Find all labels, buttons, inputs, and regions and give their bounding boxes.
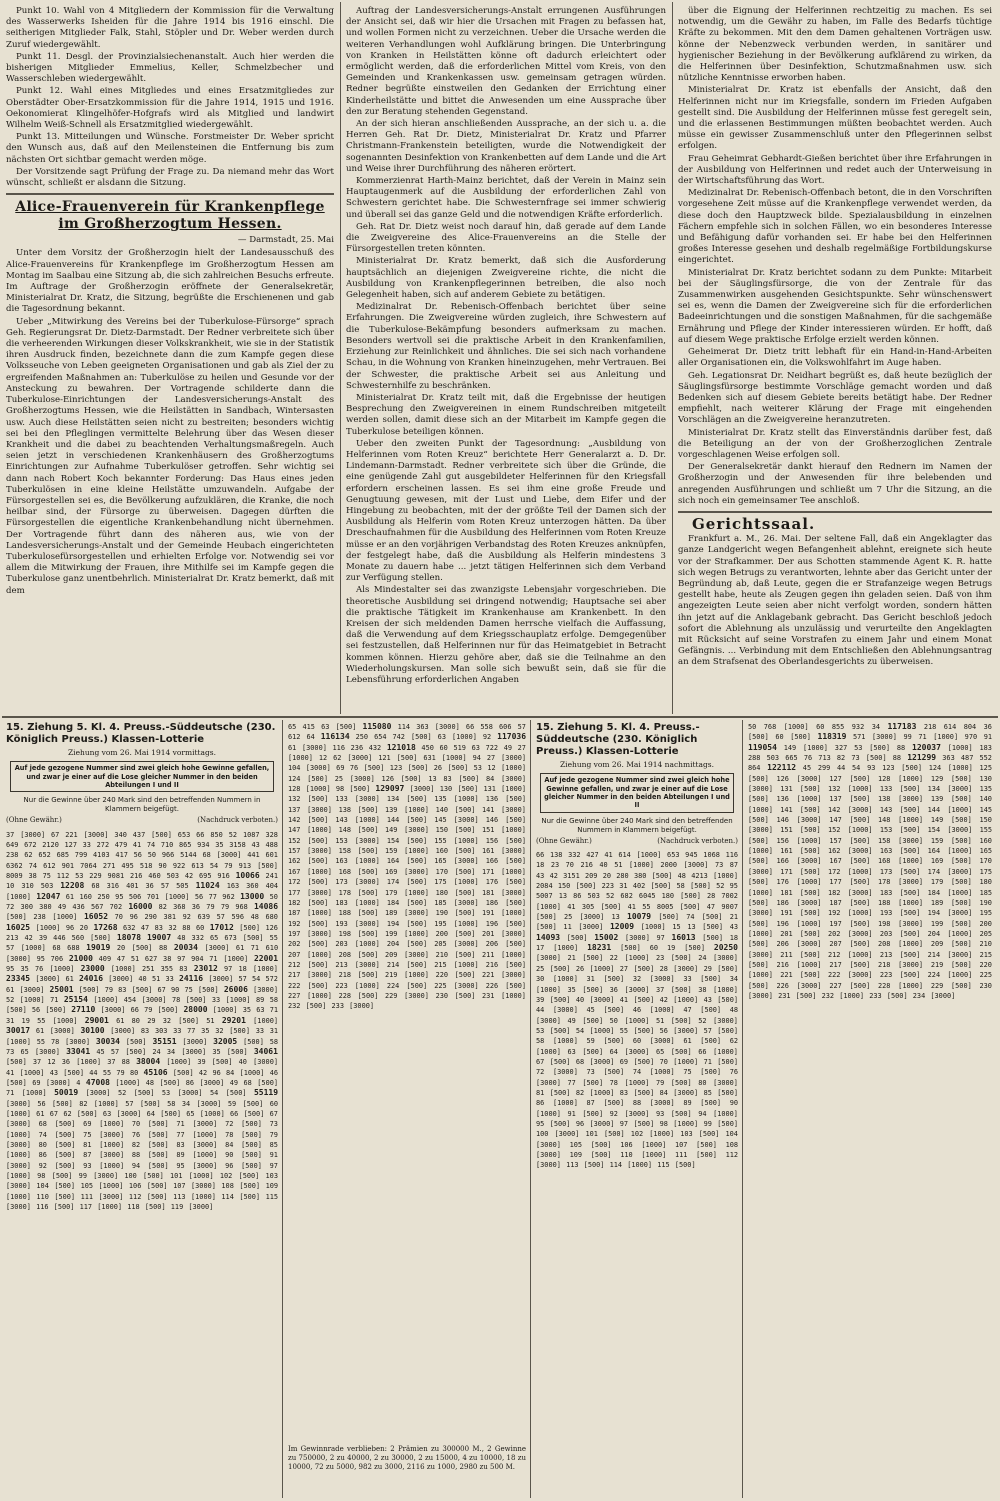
article-paragraph: Medizinalrat Dr. Rebenisch-Offenbach berichtet über seine Erfahrungen. Die Zweigvereine würden zugleich, ihre Schwestern auf die Tuberkulose-Bekämpfung besonders aufmerksam zu machen. Besonders wertvoll sei die praktische Arbeit in den Krankenfamilien, Erziehung zur Reinlichkeit und ähnliches. Die sei sich nach vorhandene Schau, in die Wohnung von Kranken hineinzugehen, mehr Vertrauen. Bei der Schwester, die praktische Arbeit sei aus Anleitung und Schwesternhilfe zu beschränken. (346, 302, 666, 391)
dateline: — Darmstadt, 25. Mai (237, 235, 334, 246)
lottery-note: Nur die Gewinne über 240 Mark sind den betreffenden Nummern in Klammern beigefügt. (541, 816, 733, 834)
article-divider (678, 511, 992, 513)
article-paragraph: Frau Geheimrat Gebhardt-Gießen berichtet über ihre Erfahrungen in der Ausbildung von Helferinnen und redet auch der Unterweisung in der Wirtschaftsführung das Wort. (678, 153, 992, 187)
lottery-title: 15. Ziehung 5. Kl. 4. Preuss.-Süddeutsche (230. Königlich Preuss.) Klassen-Lotterie (536, 722, 700, 757)
lottery-note: Nur die Gewinne über 240 Mark sind den betreffenden Nummern in Klammern beigefügt. (23, 796, 261, 814)
article-paragraph: Geh. Legationsrat Dr. Neidhart begrüßt es, daß heute bezüglich der Säuglingsfürsorge bestimmte Vorschläge gemacht worden und daß Bedenken sich auf diesem Gebiete bereits betätigt habe. Der Redner empfiehlt, nach weiterer Klärung der Frage mit eingehenden Vorschlägen an die Zweigvereine heranzutreten. (678, 370, 992, 426)
lottery-notice-box: Auf jede gezogene Nummer sind zwei gleich hohe Gewinne gefallen, und zwar je einer auf die Lose gleicher Nummer in den beiden Abteilungen I und II (10, 761, 274, 792)
article-paragraph: Punkt 11. Desgl. der Provinzialsiechenanstalt. Auch hier werden die bisherigen Mitglieder Emmelius, Keller, Schmelzbecher und Wasserschleben wiedergewählt. (6, 51, 334, 85)
remaining-prizes: Im Gewinnrade verblieben: 2 Prämien zu 300000 M., 2 Gewinne zu 750000, 2 zu 40000, 2 zu 30000, 2 zu 15000, 4 zu 10000, 18 zu 10000, 72 zu 5000, 982 zu 3000, 2116 zu 1000, 2980 zu 500 M. (288, 1445, 526, 1471)
lottery-attribution (6, 815, 278, 826)
winning-numbers: 50 768 [1000] 60 855 932 34 117183 218 614 804 36 [500] 60 [500] 118319 571 [3000] 99 71 [1000] 970 91 119054 149 [1000] 327 53 [500] 88 120037 [1000] 183 288 503 665 76 713 82 73 [500] 88 121299 363 487 552 864 122112 45 299 44 54 93 123 [500] 124 [1000] 125 [500] 126 [3000] 127 [500] 128 [1000] 129 [500] 130 [3000] 131 [500] 132 [1000] 133 [500] 134 [3000] 135 [500] 136 [1000] 137 [500] 138 [3000] 139 [500] 140 [1000] 141 [500] 142 [3000] 143 [500] 144 [1000] 145 [500] 146 [3000] 147 [500] 148 [1000] 149 [500] 150 [3000] 151 [500] 152 [1000] 153 [500] 154 [3000] 155 [500] 156 [1000] 157 [500] 158 [3000] 159 [500] 160 [1000] 161 [500] 162 [3000] 163 [500] 164 [1000] 165 [500] 166 [3000] 167 [500] 168 [1000] 169 [500] 170 [3000] 171 [500] 172 [1000] 173 [500] 174 [3000] 175 [500] 176 [1000] 177 [500] 178 [3000] 179 [500] 180 [1000] 181 [500] 182 [3000] 183 [500] 184 [1000] 185 [500] 186 [3000] 187 [500] 188 [1000] 189 [500] 190 [3000] 191 [500] 192 [1000] 193 [500] 194 [3000] 195 [500] 196 [1000] 197 [500] 198 [3000] 199 [500] 200 [1000] 201 [500] 202 [3000] 203 [500] 204 [1000] 205 [500] 206 [3000] 207 [500] 208 [1000] 209 [500] 210 [3000] 211 [500] 212 [1000] 213 [500] 214 [3000] 215 [500] 216 [1000] 217 [500] 218 [3000] 219 [500] 220 [1000] 221 [500] 222 [3000] 223 [500] 224 [1000] 225 [500] 226 [3000] 227 [500] 228 [1000] 229 [500] 230 [3000] 231 [500] 232 [1000] 233 [500] 234 [3000] (748, 722, 992, 1000)
article-paragraph: Punkt 13. Mitteilungen und Wünsche. Forstmeister Dr. Weber spricht den Wunsch aus, daß auf den Meilensteinen die Entfernung bis zum nächsten Ort sichtbar gemacht werden möge. (6, 132, 334, 165)
article-headline: Alice-Frauenverein für Krankenpflege im Großherzogtum Hessen. (15, 199, 325, 233)
article-paragraph: Geheimerat Dr. Dietz tritt lebhaft für ein Hand-in-Hand-Arbeiten aller Organisationen ein, die Volkswohlfahrt im Auge haben. (678, 347, 992, 369)
article-paragraph: Ministerialrat Dr. Kratz ist ebenfalls der Ansicht, daß den Helferinnen nicht nur im Kriegsfalle, sondern im Frieden Aufgaben gestellt sind. Die Ausbildung der Helferinnen müsse fest geregelt sein, und die erlassenen Bestimmungen müßten beobachtet werden. Auch müsse ein gewisser Zusammenschluß unter den Pflegerinnen selbst erfolgen. (678, 85, 992, 152)
column-rule (530, 720, 531, 1498)
winning-numbers: 37 [3000] 67 221 [3000] 340 437 [500] 653 66 850 52 1087 328 649 672 2120 127 33 272 479 41 74 710 865 934 35 3158 43 488 238 62 652 685 799 4103 417 56 50 966 5144 68 [3000] 441 601 6362 74 612 901 7064 271 495 518 90 922 613 54 79 913 [500] 8009 38 75 112 53 229 9081 216 460 503 42 695 916 10066 241 10 310 503 12208 68 316 401 36 57 505 11024 163 360 404 [1000] 12047 61 160 250 95 506 701 [1000] 56 77 962 13000 50 72 300 380 49 436 567 702 16000 82 368 36 79 79 968 14086 [500] 238 [1000] 16052 70 96 290 381 92 639 57 596 48 680 16025 [1000] 96 20 17268 632 47 83 32 88 60 17012 [500] 126 213 42 39 446 560 [500] 18078 19007 48 332 65 673 [500] 55 57 [1000] 68 688 19019 20 [500] 88 20034 [3000] 61 71 610 [3000] 95 706 21000 409 47 51 627 38 97 904 71 [1000] 22001 95 35 76 [1000] 23000 [1000] 251 355 83 23012 97 18 [1000] 23345 [3000] 61 24016 [3000] 40 51 33 24116 [3000] 57 54 572 61 [3000] 25001 [500] 79 83 [500] 67 90 75 [500] 26006 [3000] 52 [1000] 71 25154 [1000] 454 [3000] 78 [500] 33 [1000] 89 58 [500] 56 [500] 27110 [3000] 66 79 [500] 28000 [1000] 35 63 71 31 19 55 [1000] 29001 61 80 29 32 [500] 51 29201 [1000] 30017 61 [3000] 30100 [3000] 83 303 33 77 35 32 [500] 33 31 [1000] 55 78 [3000] 30034 [500] 35151 [3000] 32005 [500] 58 73 65 [3000] 33041 45 57 [500] 24 34 [3000] 35 [500] 34061 [500] 37 12 36 [1000] 37 88 38004 [1000] 39 [500] 40 [3000] 41 [1000] 43 [500] 44 55 79 80 45106 [500] 42 96 84 [1000] 46 [500] 69 [3000] 4 47008 [1000] 48 [500] 86 [3000] 49 68 [500] 71 [1000] 50019 [3000] 52 [500] 53 [3000] 54 [500] 55119 [3000] 56 [500] 82 [1000] 57 [500] 58 34 [3000] 59 [500] 60 [1000] 61 67 62 [500] 63 [3000] 64 [500] 65 [1000] 66 [500] 67 [3000] 68 [500] 69 [1000] 70 [500] 71 [3000] 72 [500] 73 [1000] 74 [500] 75 [3000] 76 [500] 77 [1000] 78 [500] 79 [3000] 80 [500] 81 [1000] 82 [500] 83 [3000] 84 [500] 85 [1000] 86 [500] 87 [3000] 88 [500] 89 [1000] 90 [500] 91 [3000] 92 [500] 93 [1000] 94 [500] 95 [3000] 96 [500] 97 [1000] 98 [500] 99 [3000] 100 [500] 101 [1000] 102 [500] 103 [3000] 104 [500] 105 [1000] 106 [500] 107 [3000] 108 [500] 109 [1000] 110 [500] 111 [3000] 112 [500] 113 [1000] 114 [500] 115 [3000] 116 [500] 117 [1000] 118 [500] 119 [3000] (6, 830, 278, 1211)
article-paragraph: Medizinalrat Dr. Rebenisch-Offenbach betont, die in den Vorschriften vorgesehene Zeit müsse auf die Krankenpflege verwendet werden, da diese doch den Hauptzweck bilde. Spezialausbildung in einzelnen Fächern empfehle sich in solchen Fällen, wo ein besonderes Interesse und Befähigung dafür vorhanden sei. Er habe bei den Helferinnen großes Interesse gesehen und deshalb regelmäßige Fortbildungskurse eingerichtet. (678, 188, 992, 266)
article-paragraph: Frankfurt a. M., 26. Mai. Der seltene Fall, daß ein Angeklagter das ganze Landgericht wegen Befangenheit ablehnt, ereignete sich heute vor der Strafkammer. Der aus Schotten stammende Agent K. R. hatte sich wegen Betrugs zu verantworten, lehnte aber das Gericht unter der Begründung ab, daß Leute, gegen die er Strafanzeige wegen Betrugs gestellt habe, heute als Zeugen gegen ihn geladen seien. Daß von ihm angezeigten Leute seien aber nicht verfolgt worden, sondern hätten ihn jetzt auf die Anklagebank gebracht. Das Gericht beschloß jedoch sofort die Ablehnung als unzulässig und verurteilte den Angeklagten mit Rücksicht auf seine Vorstrafen zu einem Jahr und einem Monat Gefängnis. ... Verbindung mit dem Entschließen den Ablehnungsantrag an dem Strafsenat des Oberlandesgerichts zu überweisen. (678, 534, 992, 668)
article-paragraph: An der sich hieran anschließenden Aussprache, an der sich u. a. die Herren Geh. Rat Dr. Dietz, Ministerialrat Dr. Kratz und Pfarrer Christmann-Frankenstein beteiligten, wurde die Notwendigkeit der sogenannten Desinfektion von Krankenbetten auf dem Lande und die Art und Weise ihrer Durchführung des näheren erörtert. (346, 119, 666, 174)
column-rule (340, 2, 341, 714)
no-guarantee-label: (Ohne Gewähr.) (536, 836, 592, 845)
article-paragraph: Der Generalsekretär dankt hierauf den Rednern im Namen der Großherzogin und der Anwesenden für ihre belebenden und anregenden Ausführungen und schließt um 7 Uhr die Sitzung, an die sich noch ein gemeinsamer Tee anschloß. (678, 462, 992, 506)
lottery-list-afternoon-continued (748, 722, 992, 1496)
lottery-subtitle: Ziehung vom 26. Mai 1914 nachmittags. (559, 760, 715, 769)
lottery-subtitle: Ziehung vom 26. Mai 1914 vormittags. (67, 748, 217, 757)
column-rule (672, 2, 673, 714)
reprint-notice: (Nachdruck verboten.) (657, 836, 738, 845)
lottery-list-morning (6, 722, 278, 1496)
section-heading: Gerichtssaal. (692, 514, 816, 533)
section-rule (2, 716, 998, 718)
article-paragraph: Als Mindestalter sei das zwanzigste Lebensjahr vorgeschrieben. Die theoretische Ausbildung sei dringend notwendig; Hauptsache sei aber die praktische Tätigkeit im Krankenhause am Krankenbett. In den Kreisen der sich meldenden Damen herrsche vielfach die Auffassung, daß die Verwendung auf dem Kriegsschauplatz erfolge. Demgegenüber sei festzustellen, daß Helferinnen nur für das Heimatgebiet in Betracht kommen können. Hierzu gehöre aber, daß sie die Teilnahme an den Wiederholungskursen. Man solle sich bewußt sein, daß sie für die Lebensführung erforderlichen Angaben (346, 585, 666, 685)
article-paragraph: Punkt 10. Wahl von 4 Mitgliedern der Kommission für die Verwaltung des Wasserwerks Isheiden für die Jahre 1914 bis 1916 einschl. Die seitherigen Mitglieder Falk, Stahl, Stöpler und Dr. Weber werden durch Zuruf wiedergewählt. (6, 6, 334, 50)
column-rule (282, 720, 283, 1498)
lottery-notice-box: Auf jede gezogene Nummer sind zwei gleich hohe Gewinne gefallen, und zwar je einer auf die Lose gleicher Nummer in den beiden Abteilungen I und II (540, 773, 734, 813)
article-paragraph: Kommerzienrat Harth-Mainz berichtet, daß der Verein in Mainz sein Hauptaugenmerk auf die Ausbildung der erforderlichen Zahl von Schwestern gerichtet habe. Die Schwesternfrage sei immer schwierig und überall sei das ganze Geld und die notwendigen Kräfte erforderlich. (346, 176, 666, 220)
article-paragraph: Ministerialrat Dr. Kratz teilt mit, daß die Ergebnisse der heutigen Besprechung den Zweigvereinen in einem Rundschreiben mitgeteilt werden sollen, damit diese sich an der Mitarbeit im Kampfe gegen die Tuberkulose beteiligen können. (346, 392, 666, 437)
column-2 (346, 6, 666, 714)
article-paragraph: Ministerialrat Dr. Kratz berichtet sodann zu dem Punkte: Mitarbeit bei der Säuglingsfürsorge, die von der Zentrale für das Zusammenwirken ausgehenden Gesichtspunkte. Sehr wünschenswert sei es, wenn die Damen der Zweigvereine sich für die erforderlichen Badeeinrichtungen und die sonstigen Maßnahmen, für die sachgemäße Ernährung und Pflege der Kinder interessieren würden. Er hofft, daß auf diesem Wege praktische Erfolge erzielt werden können. (678, 267, 992, 345)
lottery-title: 15. Ziehung 5. Kl. 4. Preuss.-Süddeutsche (230. Königlich Preuss.) Klassen-Lotterie (6, 722, 276, 745)
lottery-attribution (536, 836, 738, 847)
column-rule (742, 720, 743, 1498)
article-paragraph: Auftrag der Landesversicherungs-Anstalt errungenen Ausführungen der Ansicht sei, daß wir hier die Ursachen mit Fragen zu befassen hat, und wollen Formen nicht zu verzeichnen. Ueber die Ursache werden die weiteren Verhandlungen wohl Aufklärung bringen. Die Unterbringung von Kranken in Heilstätten könne oft dadurch erleichtert oder ermöglicht werden, daß die erforderlichen Mittel vom Kreis, von den Gemeinden und Krankenkassen usw. gemeinsam getragen würden. Redner begrüßte einstweilen den Gedanken der Errichtung einer Kinderheilstätte und bittet die Anwesenden um eine Aussprache über den zur Beratung stehenden Gegenstand. (346, 6, 666, 117)
article-paragraph: Ueber „Mitwirkung des Vereins bei der Tuberkulose-Fürsorge“ sprach Geh. Regierungsrat Dr. Dietz-Darmstadt. Der Redner verbreitete sich über die verheerenden Wirkungen dieser Volkskrankheit, wie sie in der Statistik ihren Ausdruck finden, bezeichnete dann die zum Kampfe gegen diese Volksseuche von Leben geeigneten Organisationen und gab als Ziel der zu ergreifenden Maßnahmen an: Tuberkulöse zu heilen und Gesunde vor der Ansteckung zu bewahren. Der Vortragende schilderte dann die Tuberkulose-Einrichtungen der Landesversicherungs-Anstalt des Großherzogtums Hessen, wie die Heilstätten in Sandbach, Wintersasten usw. Auch diese Heilstätten seien nicht zu bestreiten; besonders wichtig sei bei den Pfleglingen vermittelte Belehrung über das Wesen dieser Krankheit und die dabei zu beachtenden Verhaltungsmaßregeln. Auch seien jetzt in verschiedenen Krankenhäusern des Großherzogtums Einrichtungen zur Aufnahme Tuberkulöser getroffen. Sehr wichtig sei dann nach Robert Koch bekannter Forderung: Das Haus eines jeden Tuberkulösen in eine kleine Heilstätte umzuwandeln. Aufgabe der Fürsorgestellen sei es, die Bevölkerung aufzuklären, die Kranke, die noch heilbar sind, der Fürsorge zu überweisen. Dagegen dürften die Fürsorgestellen die eigentliche Krankenbehandlung nicht übernehmen. Der Vortragende führt dann des näheren aus, wie von der Landesversicherungs-Anstalt und der Gemeinde Heubach eingerichteten Tuberkulosefürsorgestellen und erhielten Erfolge vor. Notwendig sei vor allem die Mitwirkung der Frauen, ihre Mithilfe sei im Kampfe gegen die Tuberkulose ganz unentbehrlich. Ministerialrat Dr. Kratz bemerkt, daß mit dem (6, 316, 334, 596)
lottery-list-morning-continued (288, 722, 526, 1496)
article-paragraph: Ministerialrat Dr. Kratz stellt das Einverständnis darüber fest, daß die Beteiligung an der von der Großherzoglichen Zentrale vorgeschlagenen Weise erfolgen soll. (678, 427, 992, 460)
article-paragraph: Unter dem Vorsitz der Großherzogin hielt der Landesausschuß des Alice-Frauenvereins für Krankenpflege im Großherzogtum Hessen am Montag im Saalbau eine Sitzung ab, die sich zahlreichen Besuchs erfreute. Im Auftrage der Großherzogin eröffnete der Generalsekretär, Ministerialrat Dr. Kratz, die Sitzung, begrüßte die Erschienenen und gab die Tagesordnung bekannt. (6, 248, 334, 315)
article-paragraph: Der Vorsitzende sagt Prüfung der Frage zu. Da niemand mehr das Wort wünscht, schließt er alsdann die Sitzung. (6, 166, 334, 189)
winning-numbers: 66 138 332 427 41 614 [1000] 653 945 1068 116 18 23 70 216 40 51 [1000] 2000 [3000] 73 87 43 42 3151 209 20 280 380 [500] 48 4213 [1000] 2084 150 [500] 223 31 402 [500] 58 [500] 52 95 5007 13 86 503 52 682 6045 180 [500] 28 7002 [1000] 41 305 [500] 41 55 8005 [500] 47 9007 [500] 25 [3000] 13 10079 [500] 74 [500] 21 [500] 11 [3000] 12009 [1000] 15 13 [500] 43 14093 [500] 15002 [3000] 97 16013 [500] 18 17 [1000] 18231 [500] 60 19 [500] 20250 [3000] 21 [500] 22 [1000] 23 [500] 24 [3000] 25 [500] 26 [1000] 27 [500] 28 [3000] 29 [500] 30 [1000] 31 [500] 32 [3000] 33 [500] 34 [1000] 35 [500] 36 [3000] 37 [500] 38 [1000] 39 [500] 40 [3000] 41 [500] 42 [1000] 43 [500] 44 [3000] 45 [500] 46 [1000] 47 [500] 48 [3000] 49 [500] 50 [1000] 51 [500] 52 [3000] 53 [500] 54 [1000] 55 [500] 56 [3000] 57 [500] 58 [1000] 59 [500] 60 [3000] 61 [500] 62 [1000] 63 [500] 64 [3000] 65 [500] 66 [1000] 67 [500] 68 [3000] 69 [500] 70 [1000] 71 [500] 72 [3000] 73 [500] 74 [1000] 75 [500] 76 [3000] 77 [500] 78 [1000] 79 [500] 80 [3000] 81 [500] 82 [1000] 83 [500] 84 [3000] 85 [500] 86 [1000] 87 [500] 88 [3000] 89 [500] 90 [1000] 91 [500] 92 [3000] 93 [500] 94 [1000] 95 [500] 96 [3000] 97 [500] 98 [1000] 99 [500] 100 [3000] 101 [500] 102 [1000] 103 [500] 104 [3000] 105 [500] 106 [1000] 107 [500] 108 [3000] 109 [500] 110 [1000] 111 [500] 112 [3000] 113 [500] 114 [1000] 115 [500] (536, 851, 738, 1170)
winning-numbers: 65 415 63 [500] 115080 114 363 [3000] 66 558 606 57 612 64 116134 250 654 742 [500] 63 [1000] 92 117036 61 [3000] 116 236 432 121018 450 60 519 63 722 49 27 [1000] 12 62 [3000] 121 [500] 631 [1000] 94 27 [3000] 104 [3000] 69 76 [500] 123 [500] 26 [500] 53 12 [1000] 124 [500] 25 [3000] 126 [500] 13 83 [500] 84 [3000] 128 [1000] 98 [500] 129097 [3000] 130 [500] 131 [1000] 132 [500] 133 [3000] 134 [500] 135 [1000] 136 [500] 137 [3000] 138 [500] 139 [1000] 140 [500] 141 [3000] 142 [500] 143 [1000] 144 [500] 145 [3000] 146 [500] 147 [1000] 148 [500] 149 [3000] 150 [500] 151 [1000] 152 [500] 153 [3000] 154 [500] 155 [1000] 156 [500] 157 [3000] 158 [500] 159 [1000] 160 [500] 161 [3000] 162 [500] 163 [1000] 164 [500] 165 [3000] 166 [500] 167 [1000] 168 [500] 169 [3000] 170 [500] 171 [1000] 172 [500] 173 [3000] 174 [500] 175 [1000] 176 [500] 177 [3000] 178 [500] 179 [1000] 180 [500] 181 [3000] 182 [500] 183 [1000] 184 [500] 185 [3000] 186 [500] 187 [1000] 188 [500] 189 [3000] 190 [500] 191 [1000] 192 [500] 193 [3000] 194 [500] 195 [1000] 196 [500] 197 [3000] 198 [500] 199 [1000] 200 [500] 201 [3000] 202 [500] 203 [1000] 204 [500] 205 [3000] 206 [500] 207 [1000] 208 [500] 209 [3000] 210 [500] 211 [1000] 212 [500] 213 [3000] 214 [500] 215 [1000] 216 [500] 217 [3000] 218 [500] 219 [1000] 220 [500] 221 [3000] 222 [500] 223 [1000] 224 [500] 225 [3000] 226 [500] 227 [1000] 228 [500] 229 [3000] 230 [500] 231 [1000] 232 [500] 233 [3000] (288, 722, 526, 1011)
article-paragraph: über die Eignung der Helferinnen rechtzeitig zu machen. Es sei notwendig, um die Gewähr zu haben, im Falle des Bedarfs tüchtige Kräfte zu bekommen. Mit den dem Damen gehaltenen Vorträgen usw. könne der Nebenzweck verbunden werden, in sanitärer und hygienischer Beziehung in der Bevölkerung aufklärend zu wirken, da die Helferinnen über Desinfektion, Schutzmaßnahmen usw. sich nützliche Kenntnisse erworben haben. (678, 6, 992, 84)
article-paragraph: Ministerialrat Dr. Kratz bemerkt, daß sich die Ausforderung hauptsächlich an diejenigen Zweigvereine richte, die nicht die Ausbildung von Krankenpflegerinnen betreiben, die also noch Gelegenheit haben, sich auf anderem Gebiete zu betätigen. (346, 256, 666, 301)
article-paragraph: Geh. Rat Dr. Dietz weist noch darauf hin, daß gerade auf dem Lande die Zweigvereine des Alice-Frauenvereins an die Stelle der Fürsorgestellen treten könnten. (346, 221, 666, 255)
lottery-list-afternoon (536, 722, 738, 1496)
article-paragraph: Ueber den zweiten Punkt der Tagesordnung: „Ausbildung von Helferinnen vom Roten Kreuz“ berichtete Herr Generalarzt a. D. Dr. Lindemann-Darmstadt. Redner verbreitete sich über die Gründe, die eine genügende Zahl gut ausgebildeter Helferinnen für den Kriegsfall erfordern erscheinen lassen. Es sei ihm eine große Freude und Genugtuung gewesen, mit der Lust und Liebe, dem Eifer und der Hingebung zu beobachten, mit der der größte Teil der Damen sich der Ausbildung als Helferin vom Roten Kreuz unterzogen hätten. Da über Dreschaufnahmen für die Ausbildung des Helferinnen vom Roten Kreuze müsse er an den vorjährigen Verbandstag des Roten Kreuzes anknüpfen, der festgelegt habe, daß die Ausbildung als Helferin mindestens 3 Monate zu dauern habe ... jetzt tätigen Helferinnen sich dem Verband zur Verfügung stellen. (346, 438, 666, 584)
article-paragraph: Punkt 12. Wahl eines Mitgliedes und eines Ersatzmitgliedes zur Oberstädter Ober-Ersatzkommission für die Jahre 1914, 1915 und 1916. Oekonomierat Klingelhöfer-Hofgrafs wird als Mitglied und landwirt Wilhelm Weiß-Schnell als Ersatzmitglied wiedergewählt. (6, 86, 334, 131)
column-1 (6, 6, 334, 714)
reprint-notice: (Nachdruck verboten.) (197, 816, 278, 825)
column-3 (678, 6, 992, 714)
no-guarantee-label: (Ohne Gewähr.) (6, 816, 62, 825)
article-divider (6, 193, 334, 195)
